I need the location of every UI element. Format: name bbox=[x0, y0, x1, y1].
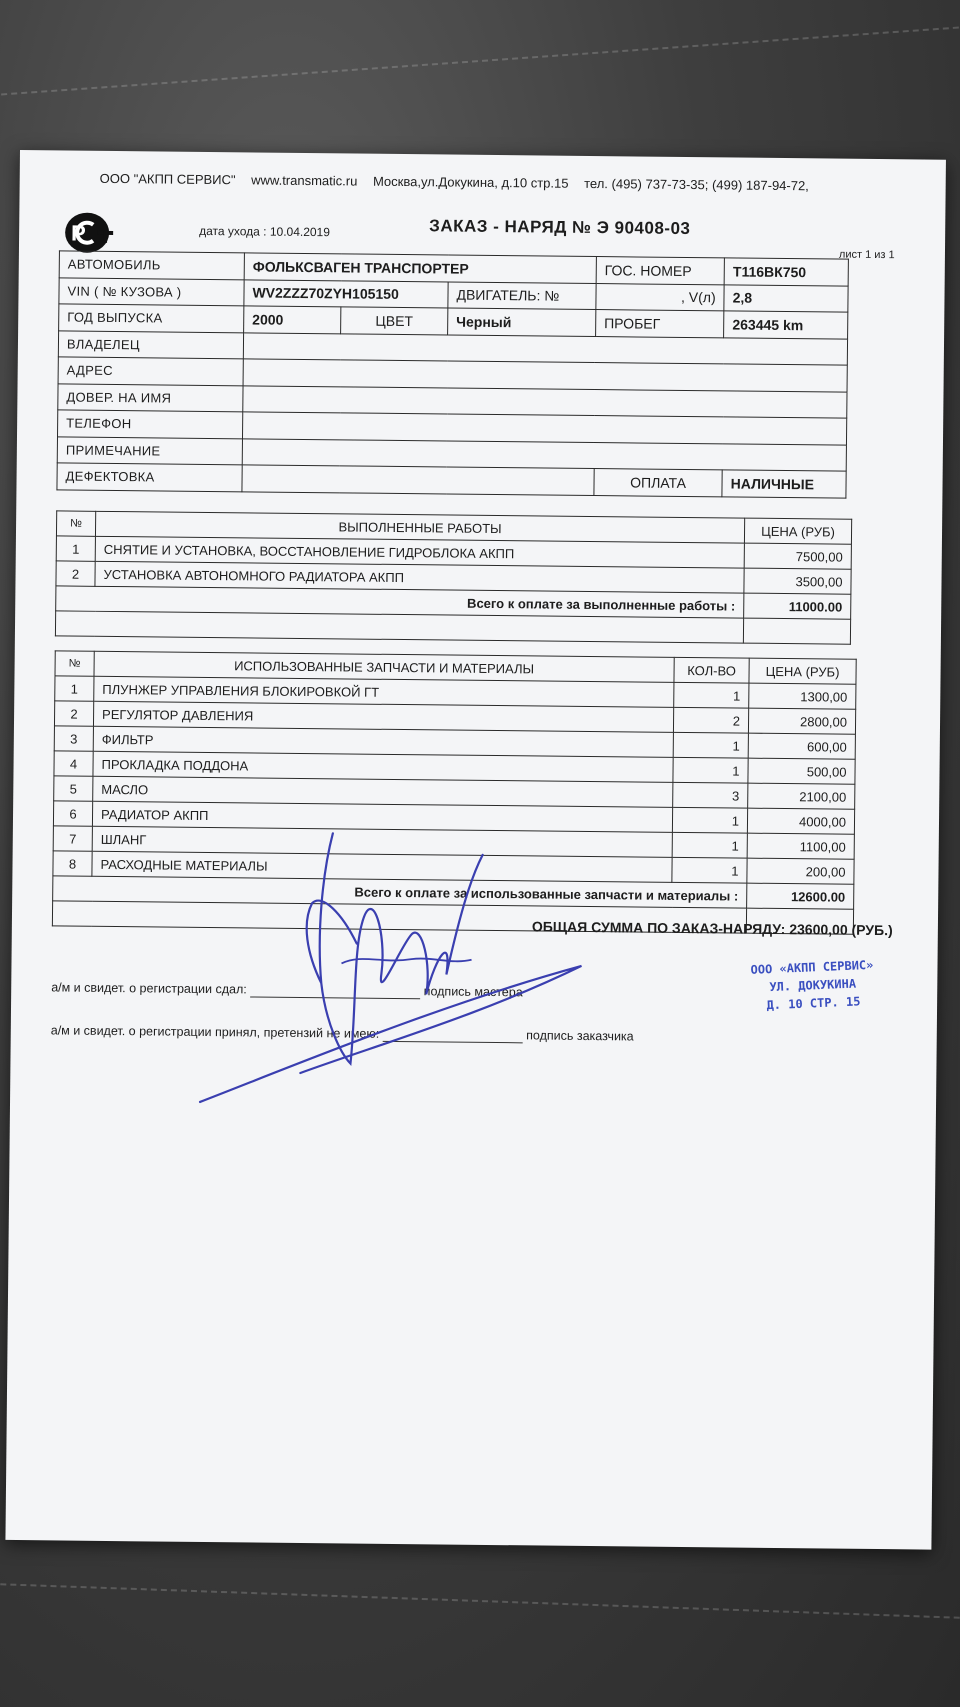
stamp-line: УЛ. ДОКУКИНА bbox=[769, 976, 857, 995]
parts-row-qty: 1 bbox=[672, 857, 747, 883]
works-total-label: Всего к оплате за выполненные работы : bbox=[56, 586, 744, 618]
works-total-value: 11000.00 bbox=[744, 593, 851, 619]
car-value: ФОЛЬКСВАГЕН ТРАНСПОРТЕР bbox=[244, 253, 596, 283]
volume-label: , V(л) bbox=[596, 283, 725, 311]
stamp-line: Д. 10 СТР. 15 bbox=[766, 994, 861, 1013]
vin-value: WV2ZZZ70ZYH105150 bbox=[244, 279, 448, 308]
parts-row-no: 3 bbox=[54, 726, 93, 751]
rst-certification-logo-icon bbox=[63, 210, 115, 255]
works-row-price: 3500,00 bbox=[744, 568, 851, 594]
parts-row-price: 2800,00 bbox=[748, 708, 855, 734]
engine-label: ДВИГАТЕЛЬ: № bbox=[448, 281, 596, 309]
car-label: АВТОМОБИЛЬ bbox=[59, 251, 244, 279]
parts-row-name: ФИЛЬТР bbox=[93, 726, 673, 757]
parts-row-qty: 1 bbox=[674, 682, 749, 708]
owner-label: ВЛАДЕЛЕЦ bbox=[58, 330, 243, 358]
company-header bbox=[100, 171, 821, 194]
year-value: 2000 bbox=[244, 306, 341, 334]
mileage-value: 263445 km bbox=[724, 311, 848, 339]
parts-row-price: 2100,00 bbox=[748, 783, 855, 809]
parts-row-name: РЕГУЛЯТОР ДАВЛЕНИЯ bbox=[93, 701, 673, 732]
parts-row-name: РАСХОДНЫЕ МАТЕРИАЛЫ bbox=[92, 851, 672, 882]
handwritten-signature bbox=[180, 812, 603, 1116]
company-phones: тел. (495) 737-73-35; (499) 187-94-72, bbox=[584, 175, 809, 194]
parts-row-price: 1300,00 bbox=[749, 683, 856, 709]
works-col-price: ЦЕНА (РУБ) bbox=[744, 518, 851, 544]
mileage-label: ПРОБЕГ bbox=[596, 310, 725, 338]
parts-row-qty: 1 bbox=[672, 807, 747, 833]
works-row-no: 1 bbox=[56, 536, 95, 561]
note-label: ПРИМЕЧАНИЕ bbox=[57, 436, 242, 464]
company-site: www.transmatic.ru bbox=[251, 172, 358, 189]
parts-row-name: ПЛУНЖЕР УПРАВЛЕНИЯ БЛОКИРОВКОЙ ГТ bbox=[94, 676, 674, 707]
works-row-price: 7500,00 bbox=[744, 543, 851, 569]
defect-value bbox=[242, 465, 594, 495]
parts-row-price: 1100,00 bbox=[747, 833, 854, 859]
year-label: ГОД ВЫПУСКА bbox=[59, 304, 244, 332]
sheet-counter: лист 1 из 1 bbox=[838, 248, 895, 262]
svg-text:Р: Р bbox=[71, 220, 86, 246]
parts-row-name: ПРОКЛАДКА ПОДДОНА bbox=[93, 751, 673, 782]
parts-row-qty: 1 bbox=[673, 732, 748, 758]
works-row-name: СНЯТИЕ И УСТАНОВКА, ВОССТАНОВЛЕНИЕ ГИДРОБЛОКА АКПП bbox=[95, 536, 744, 568]
parts-row-qty: 2 bbox=[673, 707, 748, 733]
works-col-title: ВЫПОЛНЕННЫЕ РАБОТЫ bbox=[95, 511, 744, 543]
parts-row-price: 4000,00 bbox=[747, 808, 854, 834]
parts-total-label: Всего к оплате за использованные запчасти и материалы : bbox=[53, 876, 747, 908]
works-table bbox=[55, 510, 852, 644]
parts-row-qty: 1 bbox=[673, 757, 748, 783]
vin-label: VIN ( № КУЗОВА ) bbox=[59, 277, 244, 305]
works-empty-cell bbox=[743, 618, 850, 644]
seat-seam bbox=[1, 27, 959, 96]
client-sign-caption: подпись заказчика bbox=[526, 1028, 634, 1044]
grand-total: ОБЩАЯ СУММА ПО ЗАКАЗ-НАРЯДУ: 23600,00 (РУБ.) bbox=[531, 918, 893, 939]
vehicle-info-table bbox=[56, 250, 848, 498]
parts-col-title: ИСПОЛЬЗОВАННЫЕ ЗАПЧАСТИ И МАТЕРИАЛЫ bbox=[94, 651, 674, 682]
parts-row-qty: 1 bbox=[672, 832, 747, 858]
color-label: ЦВЕТ bbox=[341, 307, 448, 335]
parts-row-no: 7 bbox=[53, 826, 92, 851]
parts-row-no: 5 bbox=[54, 776, 93, 801]
parts-row-qty: 3 bbox=[673, 782, 748, 808]
stamp-line: ООО «АКПП СЕРВИС» bbox=[750, 957, 874, 977]
volume-value: 2,8 bbox=[724, 284, 848, 312]
parts-row-price: 200,00 bbox=[747, 858, 854, 884]
receipt-label: а/м и свидет. о регистрации принял, претензий не имею: bbox=[50, 1023, 380, 1041]
work-order-document bbox=[5, 150, 946, 1550]
parts-row-no: 6 bbox=[53, 801, 92, 826]
parts-row-no: 4 bbox=[54, 751, 93, 776]
parts-total-value: 12600.00 bbox=[747, 883, 854, 909]
master-sign-caption: подпись мастера bbox=[423, 984, 523, 1000]
plate-label: ГОС. НОМЕР bbox=[596, 257, 725, 285]
parts-col-price: ЦЕНА (РУБ) bbox=[749, 658, 856, 684]
defect-label: ДЕФЕКТОВКА bbox=[57, 463, 242, 491]
parts-row-no: 1 bbox=[55, 676, 94, 701]
color-value: Черный bbox=[448, 308, 596, 336]
parts-row-price: 500,00 bbox=[748, 758, 855, 784]
parts-row-name: МАСЛО bbox=[93, 776, 673, 807]
parts-row-name: РАДИАТОР АКПП bbox=[92, 801, 672, 832]
address-label: АДРЕС bbox=[58, 357, 243, 385]
phone-label: ТЕЛЕФОН bbox=[58, 410, 243, 438]
document-title: ЗАКАЗ - НАРЯД № Э 90408-03 bbox=[429, 216, 691, 239]
handover-label: а/м и свидет. о регистрации сдал: bbox=[51, 980, 247, 997]
parts-col-qty: КОЛ-ВО bbox=[674, 657, 749, 683]
works-col-no: № bbox=[56, 511, 95, 536]
parts-row-no: 8 bbox=[53, 851, 92, 876]
parts-col-no: № bbox=[55, 651, 94, 676]
company-name: ООО "АКПП СЕРВИС" bbox=[99, 170, 236, 188]
parts-row-price: 600,00 bbox=[748, 733, 855, 759]
parts-row-no: 2 bbox=[54, 701, 93, 726]
proxy-label: ДОВЕР. НА ИМЯ bbox=[58, 383, 243, 411]
company-stamp bbox=[750, 956, 875, 1015]
payment-value: НАЛИЧНЫЕ bbox=[722, 470, 846, 498]
departure-date: дата ухода : 10.04.2019 bbox=[199, 223, 331, 240]
payment-label: ОПЛАТА bbox=[594, 469, 723, 497]
works-row-name: УСТАНОВКА АВТОНОМНОГО РАДИАТОРА АКПП bbox=[95, 561, 744, 593]
seat-seam bbox=[0, 1583, 959, 1619]
works-row-no: 2 bbox=[56, 561, 95, 586]
parts-row-name: ШЛАНГ bbox=[92, 826, 672, 857]
company-address: Москва,ул.Докукина, д.10 стр.15 bbox=[372, 173, 569, 191]
plate-value: Т116ВК750 bbox=[724, 258, 848, 286]
